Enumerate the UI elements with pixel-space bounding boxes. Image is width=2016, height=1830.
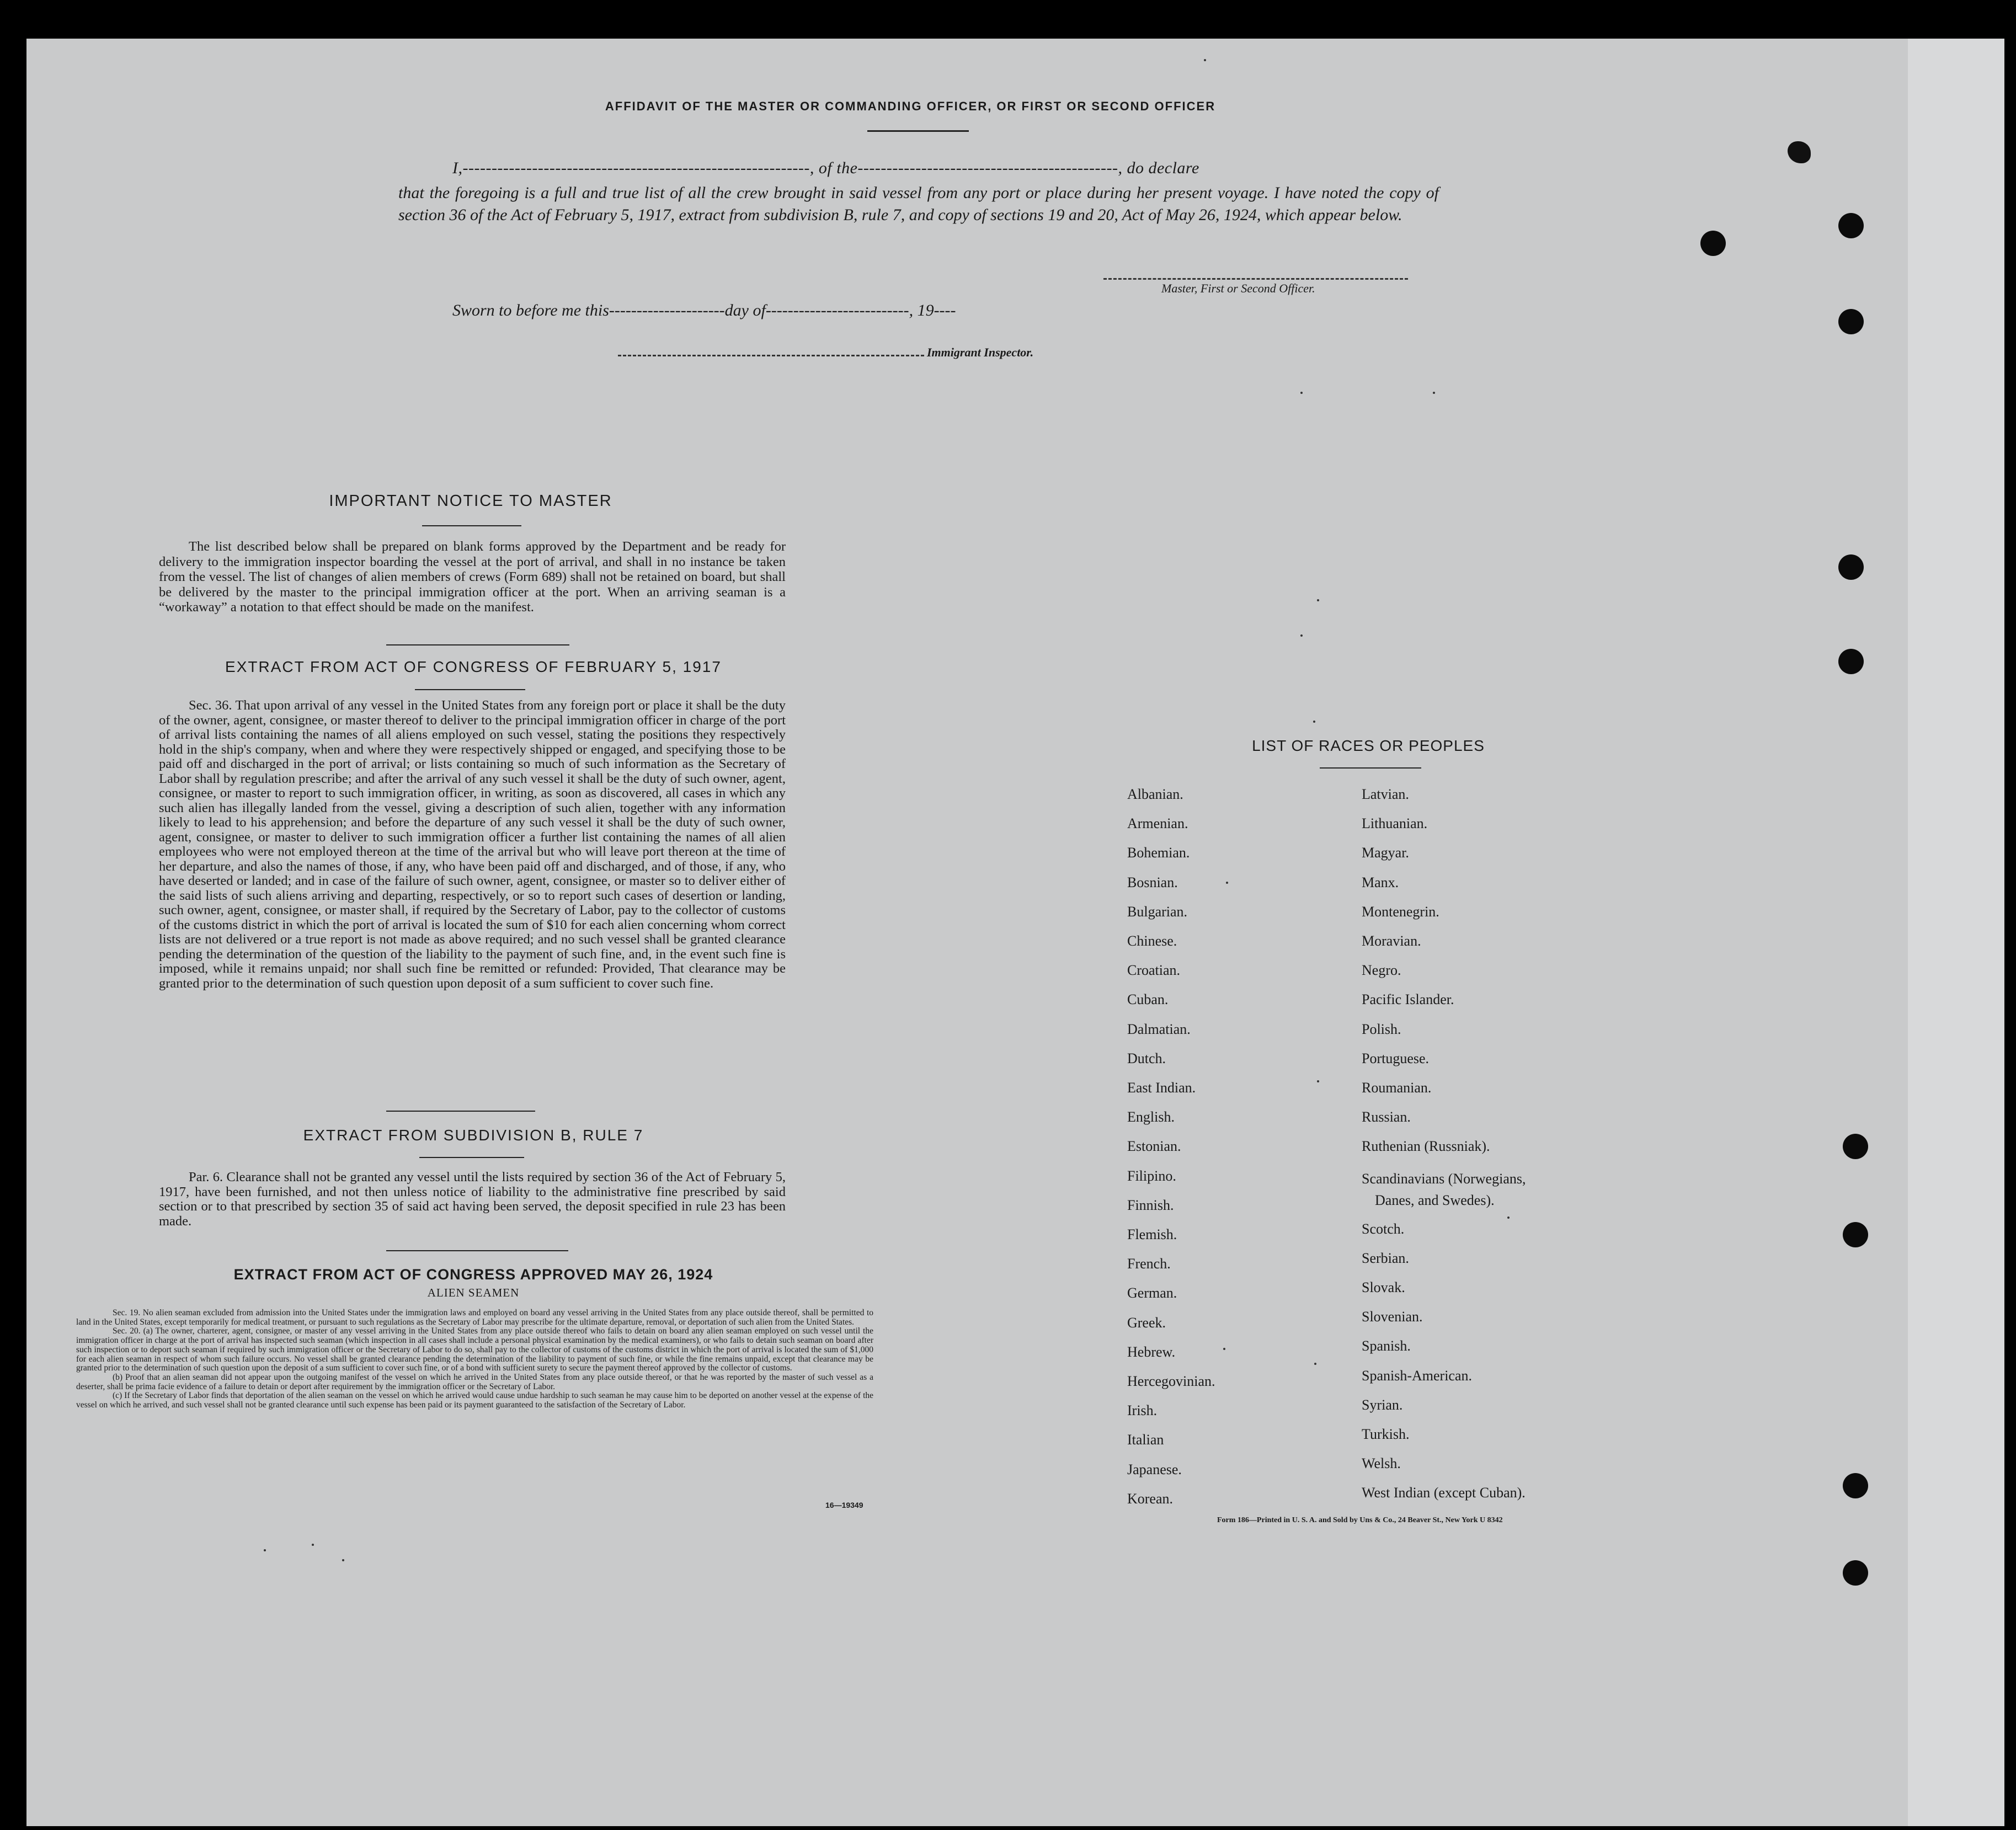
race-item: Scandinavians (Norwegians, — [1362, 1170, 1526, 1187]
race-item: Latvian. — [1362, 786, 1409, 802]
race-item: West Indian (except Cuban). — [1362, 1485, 1526, 1501]
race-item: Greek. — [1127, 1314, 1166, 1331]
race-item: Chinese. — [1127, 933, 1177, 949]
subdivision-heading: EXTRACT FROM SUBDIVISION B, RULE 7 — [303, 1127, 644, 1144]
punch-hole — [1838, 554, 1864, 580]
race-item: Flemish. — [1127, 1226, 1177, 1243]
race-item: Slovak. — [1362, 1279, 1405, 1296]
race-item: Albanian. — [1127, 786, 1183, 802]
divider — [419, 1157, 524, 1158]
race-item: Portuguese. — [1362, 1050, 1430, 1066]
divider — [386, 1250, 568, 1251]
act-1924-subheading: ALIEN SEAMEN — [427, 1286, 520, 1299]
races-left-column — [1127, 780, 1215, 1513]
speck — [1317, 599, 1319, 601]
divider — [386, 1111, 535, 1112]
race-item: Ruthenian (Russniak). — [1362, 1138, 1490, 1155]
speck — [1317, 1080, 1319, 1082]
divider — [1320, 767, 1421, 769]
section-19: Sec. 19. No alien seaman excluded from admission into the United States under the immigration laws and employed on board any vessel arriving in the United States from any place outside thereof, shall be permitted to land in the United States, except temporarily for medical treatment, or pursuant to such regulations as the Secretary of Labor may prescribe for the ultimate departure, removal, or deportation of such alien from the United States. — [76, 1308, 873, 1327]
divider — [422, 525, 521, 526]
notice-heading: IMPORTANT NOTICE TO MASTER — [329, 492, 612, 510]
race-item: Negro. — [1362, 962, 1401, 979]
speck — [1507, 1217, 1510, 1219]
punch-hole — [1838, 213, 1864, 238]
subdivision-par-6: Par. 6. Clearance shall not be granted any vessel until the lists required by section 36 of the Act of February 5, 1917, have been furnished, and not then unless notice of liability to the administrative fine prescribed by said section or to that prescribed by section 35 of said act having been served, the deposit specified in rule 23 has been made. — [159, 1170, 786, 1229]
speck — [312, 1544, 314, 1546]
race-item: Korean. — [1127, 1490, 1174, 1507]
signature-caption: Master, First or Second Officer. — [1161, 281, 1315, 295]
race-item: Serbian. — [1362, 1250, 1409, 1266]
race-item: Danes, and Swedes). — [1375, 1192, 1495, 1208]
race-item: English. — [1127, 1109, 1175, 1125]
speck — [1300, 634, 1303, 637]
race-item: Welsh. — [1362, 1455, 1401, 1472]
divider — [867, 130, 969, 132]
race-item: French. — [1127, 1256, 1171, 1272]
divider — [415, 689, 525, 690]
speck — [1314, 1363, 1316, 1365]
race-item: Polish. — [1362, 1021, 1401, 1037]
races-heading: LIST OF RACES OR PEOPLES — [1252, 737, 1485, 754]
speck — [1204, 59, 1206, 61]
speck — [1226, 882, 1228, 884]
race-item: Dalmatian. — [1127, 1021, 1191, 1037]
race-item: Finnish. — [1127, 1197, 1174, 1213]
sworn-line: Sworn to before me this‑‑‑‑‑‑‑‑‑‑‑‑‑‑‑‑‑‑‑‑‑day of‑‑‑‑‑‑‑‑‑‑‑‑‑‑‑‑‑‑‑‑‑‑‑‑‑‑, 19‑‑‑‑ — [452, 301, 956, 319]
race-item: Roumanian. — [1362, 1080, 1432, 1096]
speck — [342, 1559, 344, 1561]
race-item: Spanish. — [1362, 1338, 1411, 1354]
race-item: Hebrew. — [1127, 1343, 1176, 1360]
race-item: Turkish. — [1362, 1426, 1410, 1443]
race-item: German. — [1127, 1285, 1177, 1301]
inspector-caption: Immigrant Inspector. — [927, 345, 1034, 359]
race-item: Scotch. — [1362, 1220, 1405, 1237]
race-item: Italian — [1127, 1432, 1164, 1448]
punch-hole — [1843, 1134, 1868, 1159]
race-item: East Indian. — [1127, 1080, 1196, 1096]
notice-text: The list described below shall be prepared on blank forms approved by the Department and be ready for delivery to the immigration inspector boarding the vessel at the port of arrival, and shall in no instance be taken from the vessel. The list of changes of alien members of crews (Form 689) shall not be retained on board, but shall be delivered by the master to the principal immigration officer at the port. When an arriving seaman is a “workaway” a notation to that effect should be made on the manifest. — [159, 539, 786, 615]
race-item: Armenian. — [1127, 815, 1188, 832]
race-item: Slovenian. — [1362, 1309, 1423, 1325]
punch-hole — [1700, 231, 1726, 256]
race-item: Russian. — [1362, 1109, 1411, 1125]
race-item: Montenegrin. — [1362, 903, 1439, 920]
speck — [1223, 1348, 1225, 1350]
signature-line — [1103, 278, 1408, 280]
form-number: 16—19349 — [825, 1501, 863, 1509]
act-1924-heading: EXTRACT FROM ACT OF CONGRESS APPROVED MAY 26, 1924 — [233, 1266, 713, 1283]
sheet-edge — [1908, 39, 2004, 1826]
punch-hole — [1838, 309, 1864, 334]
races-right-column — [1362, 780, 1526, 1508]
speck — [1433, 392, 1435, 394]
speck — [1300, 392, 1303, 394]
affidavit-heading: AFFIDAVIT OF THE MASTER OR COMMANDING OFFICER, OR FIRST OR SECOND OFFICER — [605, 99, 1216, 113]
race-item: Manx. — [1362, 874, 1399, 890]
race-item: Filipino. — [1127, 1167, 1176, 1184]
punch-hole — [1838, 649, 1864, 674]
race-item: Magyar. — [1362, 845, 1409, 861]
race-item: Cuban. — [1127, 991, 1169, 1008]
section-20b: (b) Proof that an alien seaman did not appear upon the outgoing manifest of the vessel on which he arrived in the United States from any place outside thereof, or that he was reported by the master of such vessel as a deserter, shall be prima facie evidence of a failure to detain or deport after requirement by the immigration officer or the Secretary of Labor. — [76, 1372, 873, 1391]
punch-hole — [1843, 1560, 1868, 1586]
act-1917-section-36: Sec. 36. That upon arrival of any vessel in the United States from any foreign port or place it shall be the duty of the owner, agent, consignee, or master thereof to deliver to the principal immigration officer in charge of the port of arrival lists containing the names of all aliens employed on such vessel, stating the positions they respectively hold in the ship's company, when and where they were respectively shipped or engaged, and specifying those to be paid off and discharged in the port of arrival; or lists containing so much of such information as the Secretary of Labor shall by regulation prescribe; and after the arrival of any such vessel it shall be the duty of such owner, agent, consignee, or master to report to such immigration officer, in writing, as soon as discovered, all cases in which any such alien has illegally landed from the vessel, giving a description of such alien, together with any information likely to lead to his apprehension; and before the departure of any such vessel it shall be the duty of such owner, agent, consignee, or master to deliver to such immigration officer a further list containing the names of all alien employees who were not employed thereon at the time of the arrival but who will leave port thereon at the time of her departure, and also the names of those, if any, who have been paid off and discharged, and of those, if any, who have deserted or landed; and in case of the failure of such owner, agent, consignee, or master so to deliver either of the said lists of such aliens arriving and departing, respectively, or so to report such cases of desertion or landing, such owner, agent, consignee, or master shall, if required by the Secretary of Labor, pay to the collector of customs of the customs district in which the port of arrival is located the sum of $10 for each alien concerning whom correct lists are not delivered or a true report is not made as above required; and no such vessel shall be granted clearance pending the determination of the question of the liability to the payment of such fine, and, in the event such fine is imposed, while it remains unpaid; nor shall such fine be remitted or refunded: Provided, That clearance may be granted prior to the determination of such question upon deposit of a sum sufficient to cover such fine. — [159, 698, 786, 991]
speck — [264, 1549, 266, 1551]
printer-imprint: Form 186—Printed in U. S. A. and Sold by Uns & Co., 24 Beaver St., New York U 8342 — [1217, 1516, 1503, 1524]
race-item: Bosnian. — [1127, 874, 1178, 890]
race-item: Japanese. — [1127, 1461, 1182, 1477]
section-20c: (c) If the Secretary of Labor finds that deportation of the alien seaman on the vessel on which he arrived would cause undue hardship to such seaman he may cause him to be deported on another vessel at the expense of the vessel on which he arrived, and such vessel shall not be granted clearance until such expense has been paid or its payment guaranteed to the satisfaction of the Secretary of Labor. — [76, 1391, 873, 1410]
race-item: Hercegovinian. — [1127, 1373, 1215, 1390]
punch-hole — [1843, 1473, 1868, 1498]
race-item: Dutch. — [1127, 1050, 1166, 1066]
affidavit-declaration-line: I,‑‑‑‑‑‑‑‑‑‑‑‑‑‑‑‑‑‑‑‑‑‑‑‑‑‑‑‑‑‑‑‑‑‑‑‑‑‑‑‑‑‑‑‑‑‑‑‑‑‑‑‑‑‑‑‑‑‑‑‑, of the‑‑‑‑‑‑‑‑‑‑‑‑‑‑‑‑‑‑‑‑‑‑‑‑‑‑‑‑‑‑‑‑‑‑‑‑‑‑‑‑‑‑‑‑‑, do declare — [452, 159, 1199, 177]
race-item: Irish. — [1127, 1402, 1158, 1419]
race-item: Lithuanian. — [1362, 815, 1428, 832]
punch-hole — [1843, 1222, 1868, 1247]
race-item: Croatian. — [1127, 962, 1181, 979]
race-item: Moravian. — [1362, 933, 1421, 949]
race-item: Bohemian. — [1127, 845, 1190, 861]
speck — [1313, 721, 1315, 723]
race-item: Spanish-American. — [1362, 1367, 1473, 1384]
act-1924-sections — [76, 1309, 873, 1410]
section-20a: Sec. 20. (a) The owner, charterer, agent, consignee, or master of any vessel arriving in the United States from any place outside thereof who fails to detain on board any alien seaman employed on such vessel until the immigration officer in charge at the port of arrival has inspected such seaman (which inspection in all cases shall include a personal physical examination by the medical examiners), or who fails to detain such seaman on board after such inspection or to deport such seaman if required by such immigration officer or the Secretary of Labor to do so, shall pay to the collector of customs of the customs district in which the port of arrival is located the sum of $1,000 for each alien seaman in respect of whom such failure occurs. No vessel shall be granted clearance pending the determination of the liability to payment of such fine, or while the fine remains unpaid, except that clearance may be granted prior to the determination of such question upon the deposit of a sum sufficient to cover such fine, or of a bond with sufficient surety to secure the payment thereof approved by the collector of customs. — [76, 1326, 873, 1373]
race-item: Bulgarian. — [1127, 903, 1188, 920]
race-item: Estonian. — [1127, 1138, 1181, 1155]
inspector-signature-line — [618, 355, 924, 356]
race-item: Pacific Islander. — [1362, 991, 1454, 1008]
affidavit-text: that the foregoing is a full and true list of all the crew brought in said vessel from any port or place during her present voyage. I have noted the copy of section 36 of the Act of February 5, 1917, extract from subdivision B, rule 7, and copy of sections 19 and 20, Act of May 26, 1924, which appear below. — [398, 184, 1439, 224]
divider — [386, 644, 569, 645]
race-item: Syrian. — [1362, 1396, 1403, 1413]
act-1917-heading: EXTRACT FROM ACT OF CONGRESS OF FEBRUARY 5, 1917 — [225, 658, 722, 675]
